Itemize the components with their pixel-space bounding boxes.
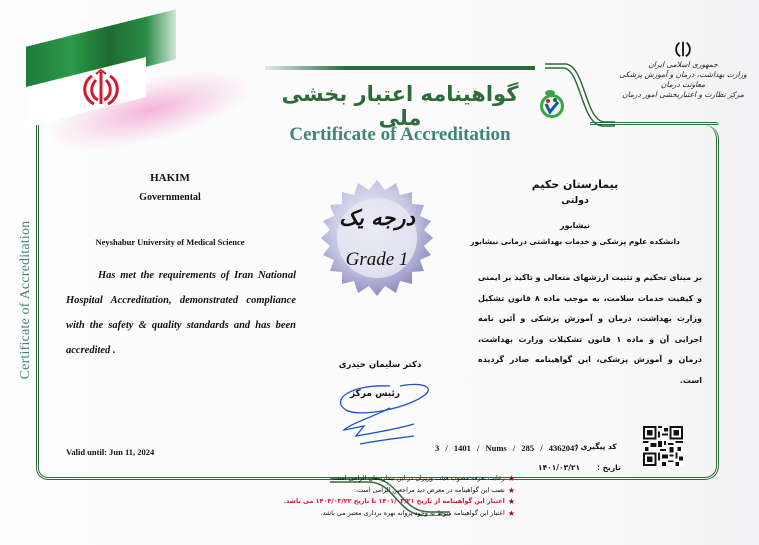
note-item: [255, 473, 515, 485]
issue-date: ۱۴۰۱/۰۳/۲۱: [538, 463, 581, 472]
star-bullet-icon: ★: [507, 497, 515, 506]
title-persian: گواهینامه اعتبار بخشی ملی: [281, 82, 519, 130]
signatory-name: دکتر سلیمان حیدری: [338, 360, 422, 370]
vertical-title: Certificate of Accreditation: [18, 220, 33, 380]
tracking-code-label: کد پیگیری :: [575, 442, 617, 451]
iran-emblem-icon: [78, 68, 124, 110]
note-text: نصب این گواهینامه در معرض دید مراجعین الزامی است.: [354, 485, 505, 494]
grade-persian: درجه یک: [339, 205, 415, 230]
notes-list: [255, 473, 515, 519]
note-item-highlight: [255, 496, 515, 508]
university-fa: دانشکده علوم پزشکی و خدمات بهداشتی درمانی نیشابور: [470, 237, 680, 246]
note-text: رعایت تعرفه مصوب هیئت وزیران در این بیمارستان الزامی است.: [331, 474, 505, 482]
hospital-name-fa: بیمارستان حکیم: [531, 178, 619, 191]
grade-seal-icon: [307, 178, 447, 298]
tracking-code: 3 / 1401 / Nums / 285 / 4362047: [435, 443, 579, 453]
qr-code-icon: [643, 426, 683, 466]
statement-en-text: Has met the requirements of Iran National Hospital Accreditation, demonstrated compliance with the safety & quality standards and has been accredited .: [66, 270, 296, 356]
top-rule: [265, 66, 535, 70]
star-bullet-icon: ★: [507, 485, 515, 495]
issue-date-label: تاریخ :: [597, 463, 621, 472]
star-bullet-icon: ★: [507, 508, 515, 518]
iran-flag: [10, 10, 180, 130]
statement-en: [66, 263, 296, 363]
note-item: [255, 485, 515, 497]
accreditation-logo-icon: [538, 88, 566, 120]
university-en: Neyshabur University of Medical Science: [95, 237, 245, 247]
hospital-name-en: HAKIM: [150, 172, 190, 184]
ministry-line: معاونت درمان: [660, 80, 706, 89]
valid-until: Valid until: Jun 11, 2024: [66, 447, 155, 457]
ministry-header: [618, 40, 748, 100]
signatory-title: رئیس مرکز: [349, 389, 401, 399]
ministry-line: جمهوری اسلامی ایران: [648, 60, 718, 69]
grade-english: Grade 1: [345, 249, 409, 270]
title-english: Certificate of Accreditation: [289, 124, 511, 145]
ministry-line: مرکز نظارت و اعتباربخشی امور درمان: [622, 90, 744, 99]
hospital-type-en: Governmental: [139, 192, 201, 203]
note-item: [255, 508, 515, 520]
note-text: اعتبار این گواهینامه از تاریخ ۱۴۰۱/۰۳/۲۱ تا تاریخ ۱۴۰۳/۰۳/۲۲ می باشد.: [283, 497, 505, 505]
note-text: اعتبار این گواهینامه منوط به وجود پروانه بهره برداری معتبر می باشد.: [320, 508, 505, 517]
star-bullet-icon: ★: [507, 474, 515, 483]
ministry-line: وزارت بهداشت، درمان و آموزش پزشکی: [619, 70, 747, 79]
ministry-emblem-icon: [674, 40, 692, 58]
city-fa: نیشابور: [559, 221, 591, 230]
statement-fa: بر مبنای تحکیم و تثبیت ارزشهای متعالی و تاکید بر ایمنی و کیفیت خدمات سلامت، به موجب ماده ۸ قانون تشکیل وزارت بهداشت، درمان و آموزش پزشکی و آئین نامه اجرایی آن و ماده ۱ قانون تشکیلات وزارت بهداشت، درمان و آموزش پزشکی، این گواهینامه صادر گردیده است.: [478, 273, 702, 385]
hospital-type-fa: دولتی: [561, 195, 589, 206]
